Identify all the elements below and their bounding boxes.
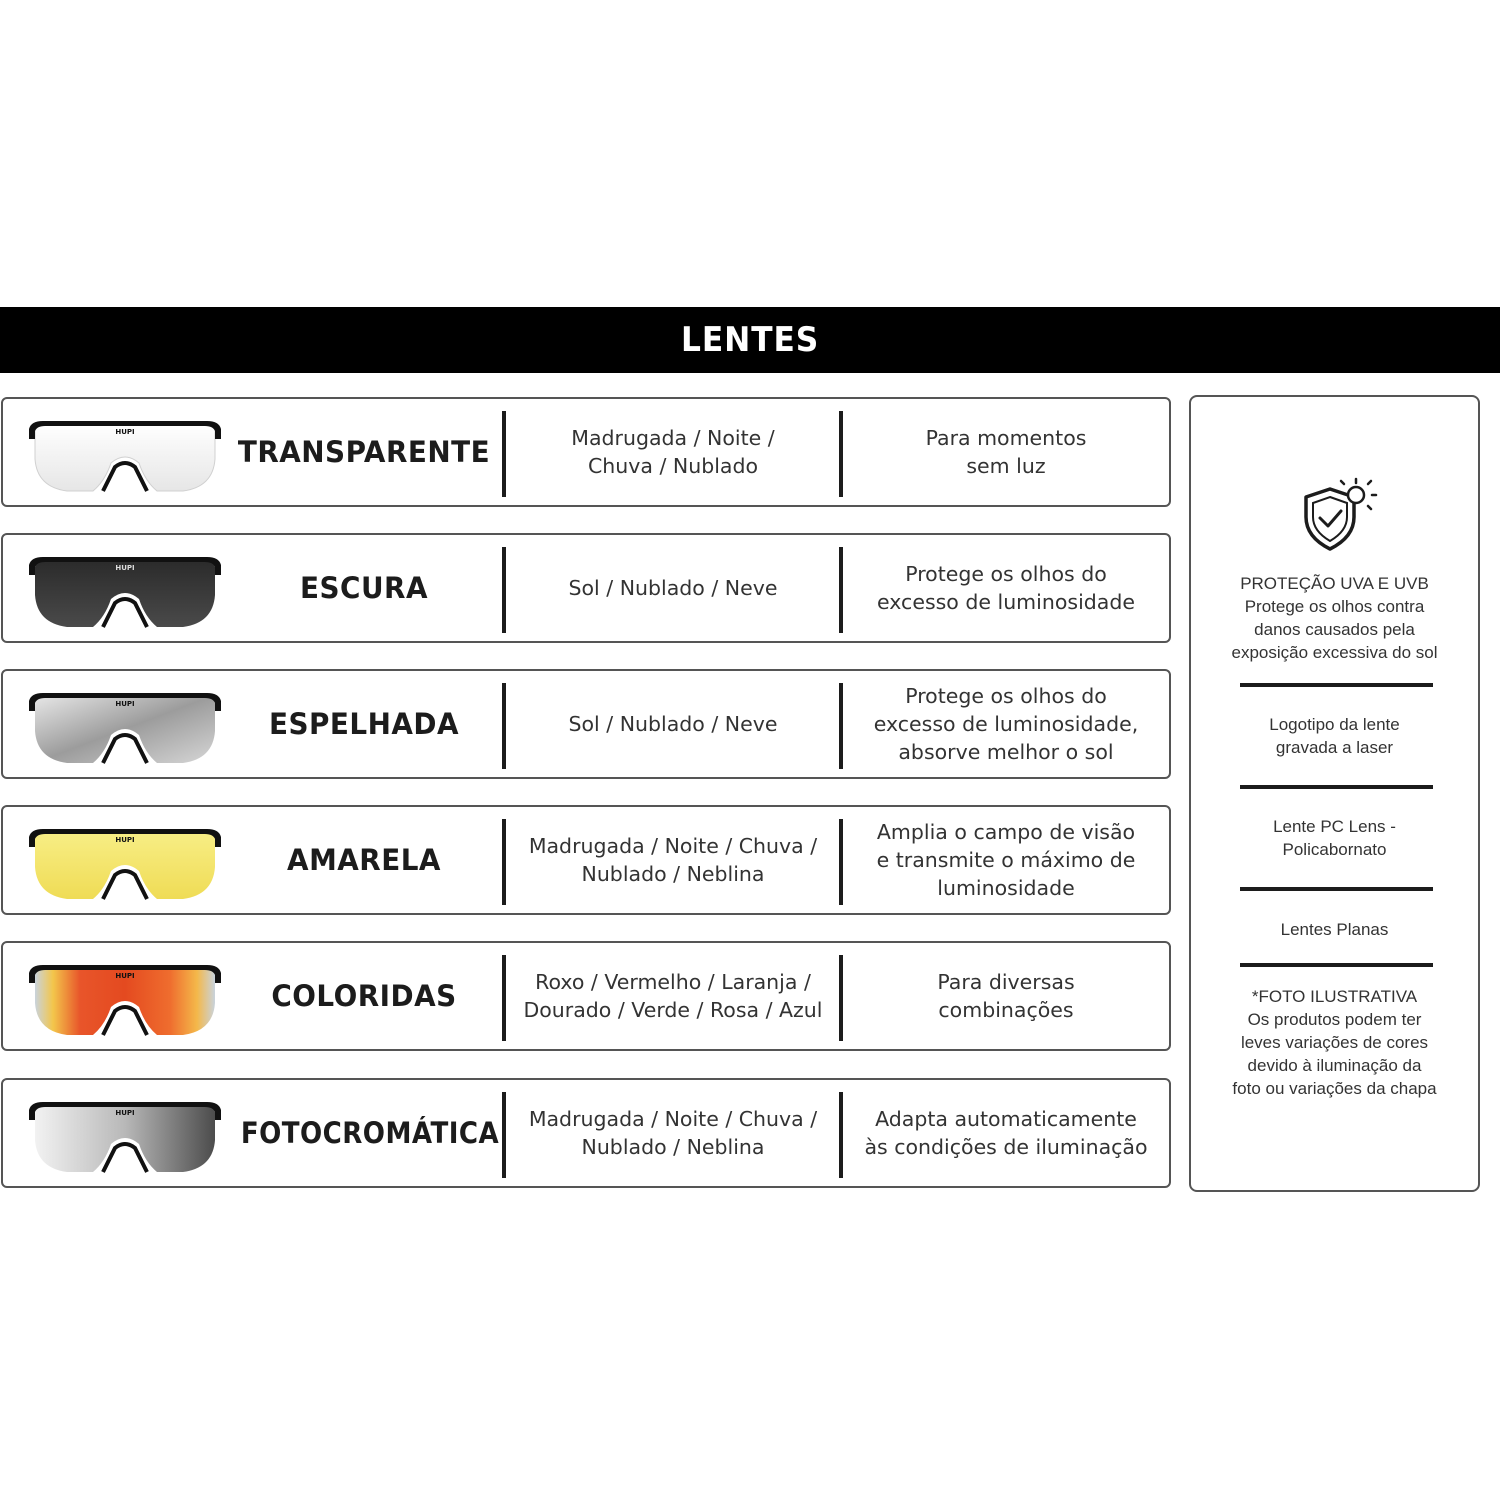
page-title: LENTES <box>680 320 820 360</box>
lens-description: Protege os olhos do excesso de luminosidade, absorve melhor o sol <box>873 684 1139 764</box>
panel-divider <box>1240 887 1433 891</box>
lens-conditions: Madrugada / Noite / Chuva / Nublado / Neblina <box>528 834 818 886</box>
brand-logo: HUPI <box>115 700 135 708</box>
mirrored-glasses-icon <box>27 689 223 769</box>
lens-row-espelhada <box>1 669 1171 779</box>
uv-protection-title: PROTEÇÃO UVA E UVB <box>1240 574 1429 593</box>
lens-row-fotocromatica <box>1 1078 1171 1188</box>
panel-divider <box>1240 683 1433 687</box>
panel-divider <box>1240 785 1433 789</box>
laser-logo-text: Logotipo da lente gravada a laser <box>1269 715 1400 757</box>
lens-row-transparente <box>1 397 1171 507</box>
uv-protection-text: Protege os olhos contra danos causados pela exposição excessiva do sol <box>1231 597 1438 662</box>
illustrative-photo-text: Os produtos podem ter leves variações de cores devido à iluminação da foto ou variações da chapa <box>1232 1010 1437 1098</box>
brand-logo: HUPI <box>115 972 135 980</box>
photochromic-glasses-icon <box>27 1098 223 1178</box>
lens-name: ESPELHADA <box>268 707 460 741</box>
transparent-glasses-icon <box>27 417 223 497</box>
column-divider <box>502 1092 506 1178</box>
illustrative-photo-title: *FOTO ILUSTRATIVA <box>1251 987 1418 1006</box>
brand-logo: HUPI <box>115 1109 135 1117</box>
yellow-glasses-icon <box>27 825 223 905</box>
column-divider <box>502 683 506 769</box>
column-divider <box>839 955 843 1041</box>
brand-logo: HUPI <box>115 836 135 844</box>
column-divider <box>502 955 506 1041</box>
uv-shield-sun-icon <box>1296 475 1378 557</box>
lens-row-escura <box>1 533 1171 643</box>
lens-row-coloridas <box>1 941 1171 1051</box>
column-divider <box>502 547 506 633</box>
title-banner <box>0 307 1500 373</box>
brand-logo: HUPI <box>115 564 135 572</box>
panel-divider <box>1240 963 1433 967</box>
lens-name: AMARELA <box>287 843 441 877</box>
dark-glasses-icon <box>27 553 223 633</box>
lens-conditions: Madrugada / Noite / Chuva / Nublado <box>571 426 775 478</box>
lens-name: COLORIDAS <box>271 979 457 1013</box>
lens-material-text: Lente PC Lens - Policabornato <box>1273 817 1396 859</box>
brand-logo: HUPI <box>115 428 135 436</box>
lens-conditions: Sol / Nublado / Neve <box>568 712 778 736</box>
flat-lenses-text: Lentes Planas <box>1280 920 1389 939</box>
column-divider <box>839 547 843 633</box>
column-divider <box>839 411 843 497</box>
column-divider <box>839 683 843 769</box>
lens-description: Para momentos sem luz <box>925 426 1087 478</box>
lens-description: Para diversas combinações <box>937 970 1075 1022</box>
column-divider <box>839 1092 843 1178</box>
lens-conditions: Sol / Nublado / Neve <box>568 576 778 600</box>
lens-description: Adapta automaticamente às condições de iluminação <box>864 1107 1148 1159</box>
lens-name: FOTOCROMÁTICA <box>240 1116 500 1150</box>
lens-description: Protege os olhos do excesso de luminosidade <box>877 562 1135 614</box>
lens-row-amarela <box>1 805 1171 915</box>
colored-glasses-icon <box>27 961 223 1041</box>
column-divider <box>839 819 843 905</box>
features-panel <box>1189 395 1480 1192</box>
column-divider <box>502 411 506 497</box>
lens-description: Amplia o campo de visão e transmite o máximo de luminosidade <box>876 820 1136 900</box>
lens-conditions: Madrugada / Noite / Chuva / Nublado / Neblina <box>528 1107 818 1159</box>
lens-conditions: Roxo / Vermelho / Laranja / Dourado / Verde / Rosa / Azul <box>523 970 823 1022</box>
lens-name: ESCURA <box>300 571 428 605</box>
lens-name: TRANSPARENTE <box>237 435 491 469</box>
column-divider <box>502 819 506 905</box>
